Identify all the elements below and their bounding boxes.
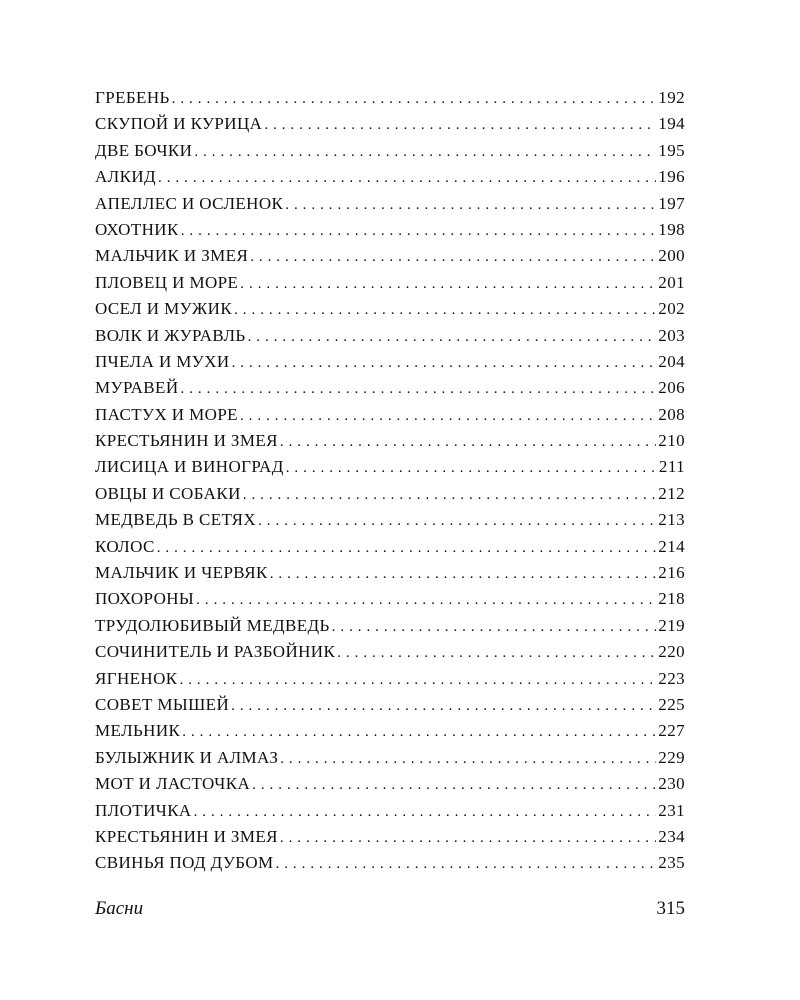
toc-leader-dots	[196, 589, 656, 609]
toc-leader-dots	[285, 194, 656, 214]
toc-entry-title: МЕДВЕДЬ В СЕТЯХ	[95, 510, 257, 530]
toc-entry-title: СВИНЬЯ ПОД ДУБОМ	[95, 853, 274, 873]
toc-entry-title: АЛКИД	[95, 167, 157, 187]
toc-entry-page: 220	[658, 642, 685, 662]
toc-entry-page: 194	[658, 114, 685, 134]
toc-entry-title: КРЕСТЬЯНИН И ЗМЕЯ	[95, 431, 278, 451]
toc-leader-dots	[240, 405, 656, 425]
toc-leader-dots	[194, 141, 656, 161]
toc-entry-title: СОВЕТ МЫШЕЙ	[95, 694, 230, 714]
toc-entry[interactable]	[95, 273, 685, 299]
toc-entry[interactable]	[95, 801, 685, 827]
toc-entry[interactable]	[95, 378, 685, 404]
toc-leader-dots	[286, 457, 657, 477]
toc-entry[interactable]	[95, 141, 685, 167]
toc-entry-title: МУРАВЕЙ	[95, 378, 179, 398]
toc-entry-title: ПАСТУХ И МОРЕ	[95, 404, 238, 424]
toc-entry[interactable]	[95, 589, 685, 615]
toc-entry-title: КРЕСТЬЯНИН И ЗМЕЯ	[95, 826, 278, 846]
toc-entry[interactable]	[95, 405, 685, 431]
toc-entry[interactable]	[95, 642, 685, 668]
toc-entry-title: ТРУДОЛЮБИВЫЙ МЕДВЕДЬ	[95, 615, 330, 635]
toc-leader-dots	[180, 669, 657, 689]
toc-entry-page: 214	[658, 536, 685, 556]
toc-entry-page: 212	[658, 483, 685, 503]
page-footer	[95, 898, 685, 920]
toc-entry[interactable]	[95, 721, 685, 747]
toc-entry[interactable]	[95, 774, 685, 800]
toc-leader-dots	[248, 326, 657, 346]
toc-leader-dots	[158, 167, 656, 187]
toc-entry[interactable]	[95, 616, 685, 642]
toc-entry-page: 198	[658, 219, 685, 239]
toc-entry-page: 195	[658, 140, 685, 160]
toc-leader-dots	[337, 642, 656, 662]
toc-entry-title: АПЕЛЛЕС И ОСЛЕНОК	[95, 193, 284, 213]
toc-entry[interactable]	[95, 484, 685, 510]
toc-entry[interactable]	[95, 220, 685, 246]
toc-leader-dots	[258, 510, 656, 530]
toc-entry[interactable]	[95, 853, 685, 879]
toc-entry[interactable]	[95, 748, 685, 774]
toc-entry[interactable]	[95, 114, 685, 140]
toc-entry-page: 196	[658, 167, 685, 187]
toc-leader-dots	[264, 114, 656, 134]
toc-entry-page: 229	[658, 747, 685, 767]
toc-leader-dots	[252, 774, 656, 794]
toc-entry-page: 203	[658, 325, 685, 345]
toc-entry-page: 216	[658, 563, 685, 583]
toc-entry-title: ОХОТНИК	[95, 219, 179, 239]
toc-entry-page: 218	[658, 589, 685, 609]
toc-leader-dots	[240, 273, 656, 293]
toc-leader-dots	[194, 801, 657, 821]
toc-entry-title: МОТ И ЛАСТОЧКА	[95, 774, 251, 794]
toc-entry-title: ПЛОТИЧКА	[95, 800, 192, 820]
toc-entry-title: СОЧИНИТЕЛЬ И РАЗБОЙНИК	[95, 642, 336, 662]
toc-leader-dots	[280, 827, 656, 847]
toc-entry[interactable]	[95, 167, 685, 193]
toc-entry-title: ЯГНЕНОК	[95, 668, 178, 688]
toc-leader-dots	[276, 853, 657, 873]
toc-entry-page: 210	[658, 431, 685, 451]
toc-entry-page: 202	[658, 299, 685, 319]
toc-entry-page: 231	[658, 800, 685, 820]
toc-entry-page: 197	[658, 193, 685, 213]
toc-entry[interactable]	[95, 510, 685, 536]
toc-entry-page: 227	[658, 721, 685, 741]
toc-entry-page: 223	[658, 668, 685, 688]
toc-leader-dots	[280, 431, 656, 451]
toc-leader-dots	[232, 352, 657, 372]
toc-entry-page: 204	[658, 351, 685, 371]
toc-entry[interactable]	[95, 563, 685, 589]
toc-entry-title: МАЛЬЧИК И ЗМЕЯ	[95, 246, 249, 266]
toc-entry-title: ВОЛК И ЖУРАВЛЬ	[95, 325, 246, 345]
toc-entry-title: БУЛЫЖНИК И АЛМАЗ	[95, 747, 279, 767]
toc-entry-title: ПЧЕЛА И МУХИ	[95, 351, 230, 371]
page-number: 315	[656, 898, 685, 919]
toc-entry-page: 208	[658, 404, 685, 424]
toc-entry-page: 219	[658, 615, 685, 635]
toc-entry[interactable]	[95, 827, 685, 853]
toc-entry[interactable]	[95, 457, 685, 483]
toc-entry-title: ДВЕ БОЧКИ	[95, 140, 193, 160]
toc-entry-title: ГРЕБЕНЬ	[95, 88, 170, 107]
toc-entry-title: ОСЕЛ И МУЖИК	[95, 299, 233, 319]
toc-leader-dots	[243, 484, 657, 504]
toc-entry[interactable]	[95, 194, 685, 220]
toc-entry[interactable]	[95, 299, 685, 325]
toc-entry-page: 206	[658, 378, 685, 398]
toc-entry[interactable]	[95, 246, 685, 272]
toc-entry-page: 192	[658, 88, 685, 107]
toc-entry-page: 200	[658, 246, 685, 266]
toc-leader-dots	[181, 378, 657, 398]
toc-entry-page: 225	[658, 694, 685, 714]
running-footer-title: Басни	[95, 898, 144, 919]
toc-entry-page: 230	[658, 774, 685, 794]
toc-leader-dots	[250, 246, 656, 266]
toc-entry[interactable]	[95, 669, 685, 695]
toc-entry-title: ПЛОВЕЦ И МОРЕ	[95, 272, 239, 292]
toc-leader-dots	[157, 537, 657, 557]
toc-entry-page: 234	[658, 826, 685, 846]
toc-leader-dots	[280, 748, 656, 768]
toc-entry-page: 213	[658, 510, 685, 530]
toc-entry[interactable]	[95, 537, 685, 563]
toc-entry[interactable]	[95, 695, 685, 721]
toc-entry-page: 235	[658, 853, 685, 873]
toc-leader-dots	[181, 220, 657, 240]
toc-leader-dots	[332, 616, 657, 636]
toc-entry-title: СКУПОЙ И КУРИЦА	[95, 114, 263, 134]
toc-leader-dots	[172, 88, 657, 108]
toc-entry-title: КОЛОС	[95, 536, 155, 556]
toc-leader-dots	[234, 299, 656, 319]
toc-leader-dots	[182, 721, 656, 741]
toc-entry-page: 211	[658, 457, 685, 477]
table-of-contents	[95, 88, 685, 880]
toc-entry-title: ОВЦЫ И СОБАКИ	[95, 483, 241, 503]
toc-entry-title: МЕЛЬНИК	[95, 721, 181, 741]
toc-leader-dots	[270, 563, 657, 583]
toc-entry-title: МАЛЬЧИК И ЧЕРВЯК	[95, 563, 268, 583]
toc-entry[interactable]	[95, 352, 685, 378]
toc-entry-title: ПОХОРОНЫ	[95, 589, 195, 609]
toc-entry-title: ЛИСИЦА И ВИНОГРАД	[95, 457, 284, 477]
toc-entry[interactable]	[95, 326, 685, 352]
toc-entry[interactable]	[95, 431, 685, 457]
toc-entry-page: 201	[658, 272, 685, 292]
toc-entry[interactable]	[95, 88, 685, 114]
toc-leader-dots	[231, 695, 656, 715]
